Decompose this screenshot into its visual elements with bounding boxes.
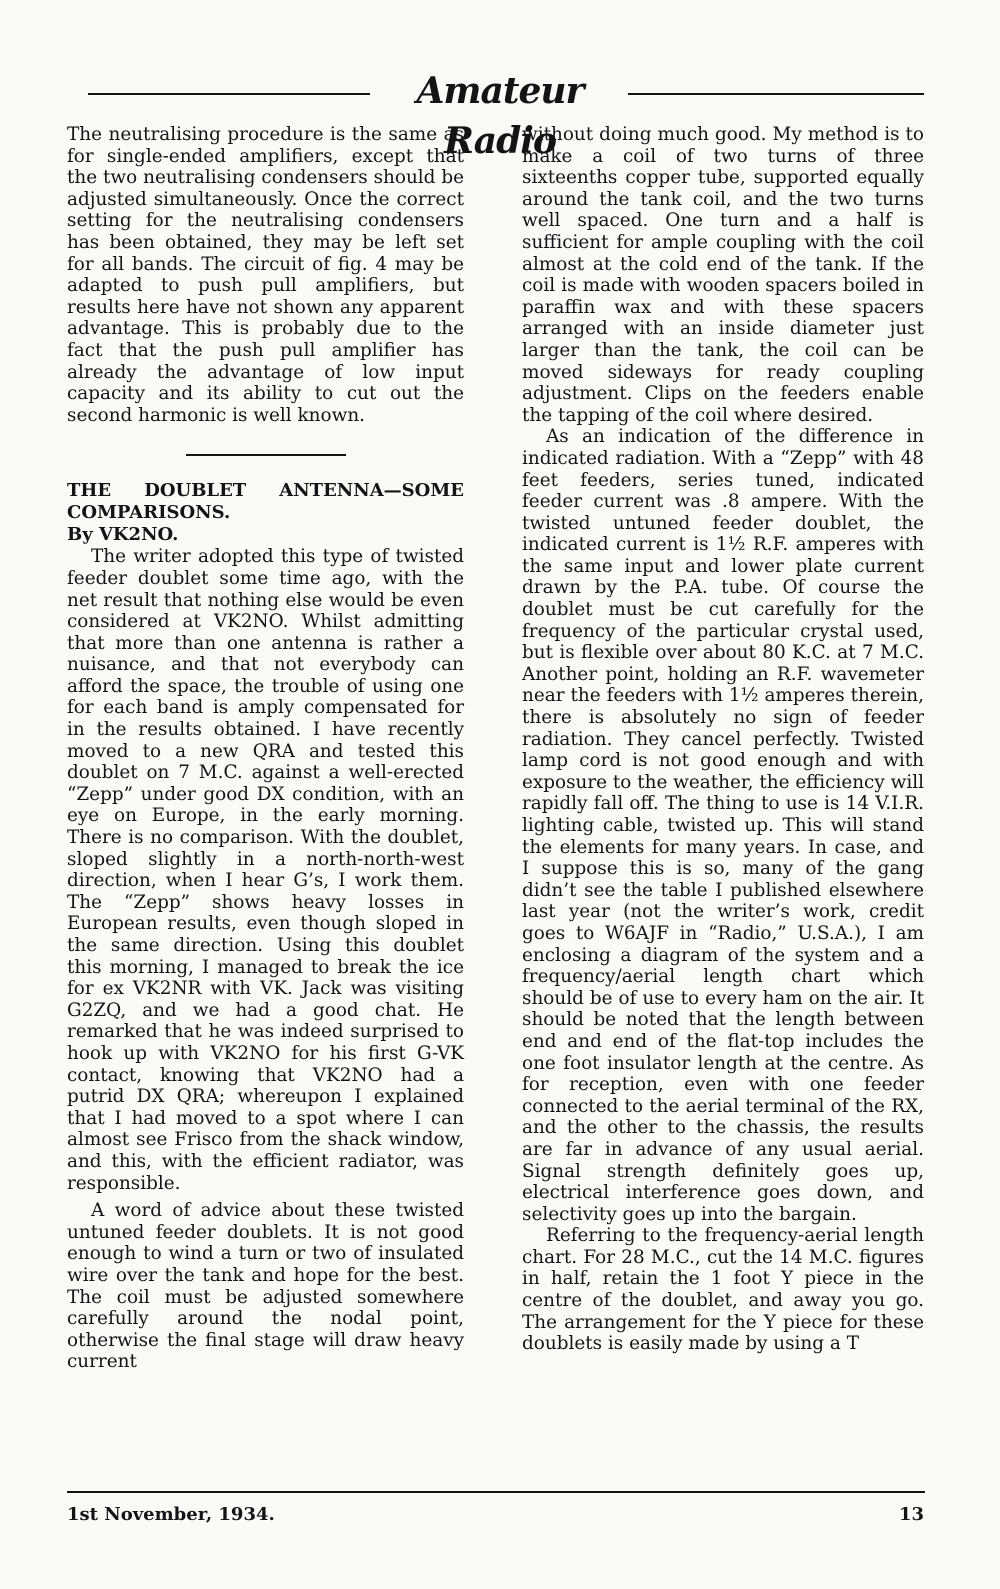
masthead-rule-right — [628, 93, 924, 95]
right-column — [522, 124, 924, 1355]
paragraph-neutralising: The neutralising procedure is the same as for single-ended amplifiers, except that the two neutralising condensers should be adjusted simultaneously. Once the correct setting for the neutralising condensers has been obtained, they may be left set for all bands. The circuit of fig. 4 may be adapted to push pull amplifiers, but results here have not shown any apparent advantage. This is probably due to the fact that the push pull amplifier has already the advantage of low input capacity and its ability to cut out the second harmonic is well known. — [67, 124, 464, 426]
paragraph-radiation: As an indication of the difference in indicated radiation. With a “Zepp” with 48 feet feeders, series tuned, indicated feeder current was .8 ampere. With the twisted untuned feeder doublet, the indicated current is 1½ R.F. amperes with the same input and lower plate current drawn by the P.A. tube. Of course the doublet must be cut carefully for the frequency of the particular crystal used, but is flexible over about 80 K.C. at 7 M.C. Another point, holding an R.F. wavemeter near the feeders with 1½ amperes therein, there is absolutely no sign of feeder radiation. They cancel perfectly. Twisted lamp cord is not good enough and with exposure to the weather, the efficiency will rapidly fall off. The thing to use is 14 V.I.R. lighting cable, twisted up. This will stand the elements for many years. In case, and I suppose this is so, many of the gang didn’t see the table I published elsewhere last year (not the writer’s work, credit goes to W6AJF in “Radio,” U.S.A.), I am enclosing a diagram of the system and a frequency/aerial length chart which should be of use to every ham on the air. It should be noted that the length between end and end of the flat-top includes the one foot insulator length at the centre. As for reception, even with one feeder connected to the aerial terminal of the RX, and the other to the chassis, the results are far in advance of any usual aerial. Signal strength definitely goes up, electrical interference goes down, and selectivity goes up into the bargain. — [522, 426, 924, 1225]
masthead — [88, 66, 924, 162]
footer-date: 1st November, 1934. — [67, 1504, 275, 1525]
paragraph-coil-method: without doing much good. My method is to make a coil of two turns of three sixteenths copper tube, supported equally around the tank coil, and the two turns well spaced. One turn and a half is sufficient for ample coupling with the coil almost at the cold end of the tank. If the coil is made with wooden spacers boiled in paraffin wax and with these spacers arranged with an inside diameter just larger than the tank, the coil can be moved sideways for ready coupling adjustment. Clips on the feeders enable the tapping of the coil where desired. — [522, 124, 924, 426]
paragraph-doublet-intro: The writer adopted this type of twisted feeder doublet some time ago, with the net result that nothing else would be even considered at VK2NO. Whilst admitting that more than one antenna is rather a nuisance, and that not everybody can afford the space, the trouble of using one for each band is amply compensated for in the results obtained. I have recently moved to a new QRA and tested this doublet on 7 M.C. against a well-erected “Zepp” under good DX condition, with an eye on Europe, in the early morning. There is no comparison. With the doublet, sloped slightly in a north-north-west direction, when I hear G’s, I work them. The “Zepp” shows heavy losses in European results, even though sloped in the same direction. Using this doublet this morning, I managed to break the ice for ex VK2NR with VK. Jack was visiting G2ZQ, and we had a good chat. He remarked that he was indeed surprised to hook up with VK2NO for his first G-VK contact, knowing that VK2NO had a putrid DX QRA; whereupon I explained that I had moved to a spot where I can almost see Frisco from the shack window, and this, with the efficient radiator, was responsible. — [67, 546, 464, 1194]
paragraph-chart-reference: Referring to the frequency-aerial length chart. For 28 M.C., cut the 14 M.C. figures in half, retain the 1 foot Y piece in the centre of the doublet, and away you go. The arrangement for the Y piece for these doublets is easily made by using a T — [522, 1225, 924, 1355]
page-number: 13 — [898, 1504, 924, 1525]
paragraph-advice: A word of advice about these twisted untuned feeder doublets. It is not good enough to wind a turn or two of insulated wire over the tank and hope for the best. The coil must be adjusted somewhere carefully around the nodal point, otherwise the final stage will draw heavy current — [67, 1200, 464, 1373]
masthead-rule-left — [88, 93, 370, 95]
left-column — [67, 124, 464, 1373]
article-byline: By VK2NO. — [67, 524, 179, 546]
article-heading: THE DOUBLET ANTENNA—SOME COMPARISONS. — [67, 480, 464, 524]
footer-rule — [67, 1491, 925, 1493]
section-divider — [186, 454, 346, 456]
masthead-title: Amateur Radio — [416, 70, 584, 162]
